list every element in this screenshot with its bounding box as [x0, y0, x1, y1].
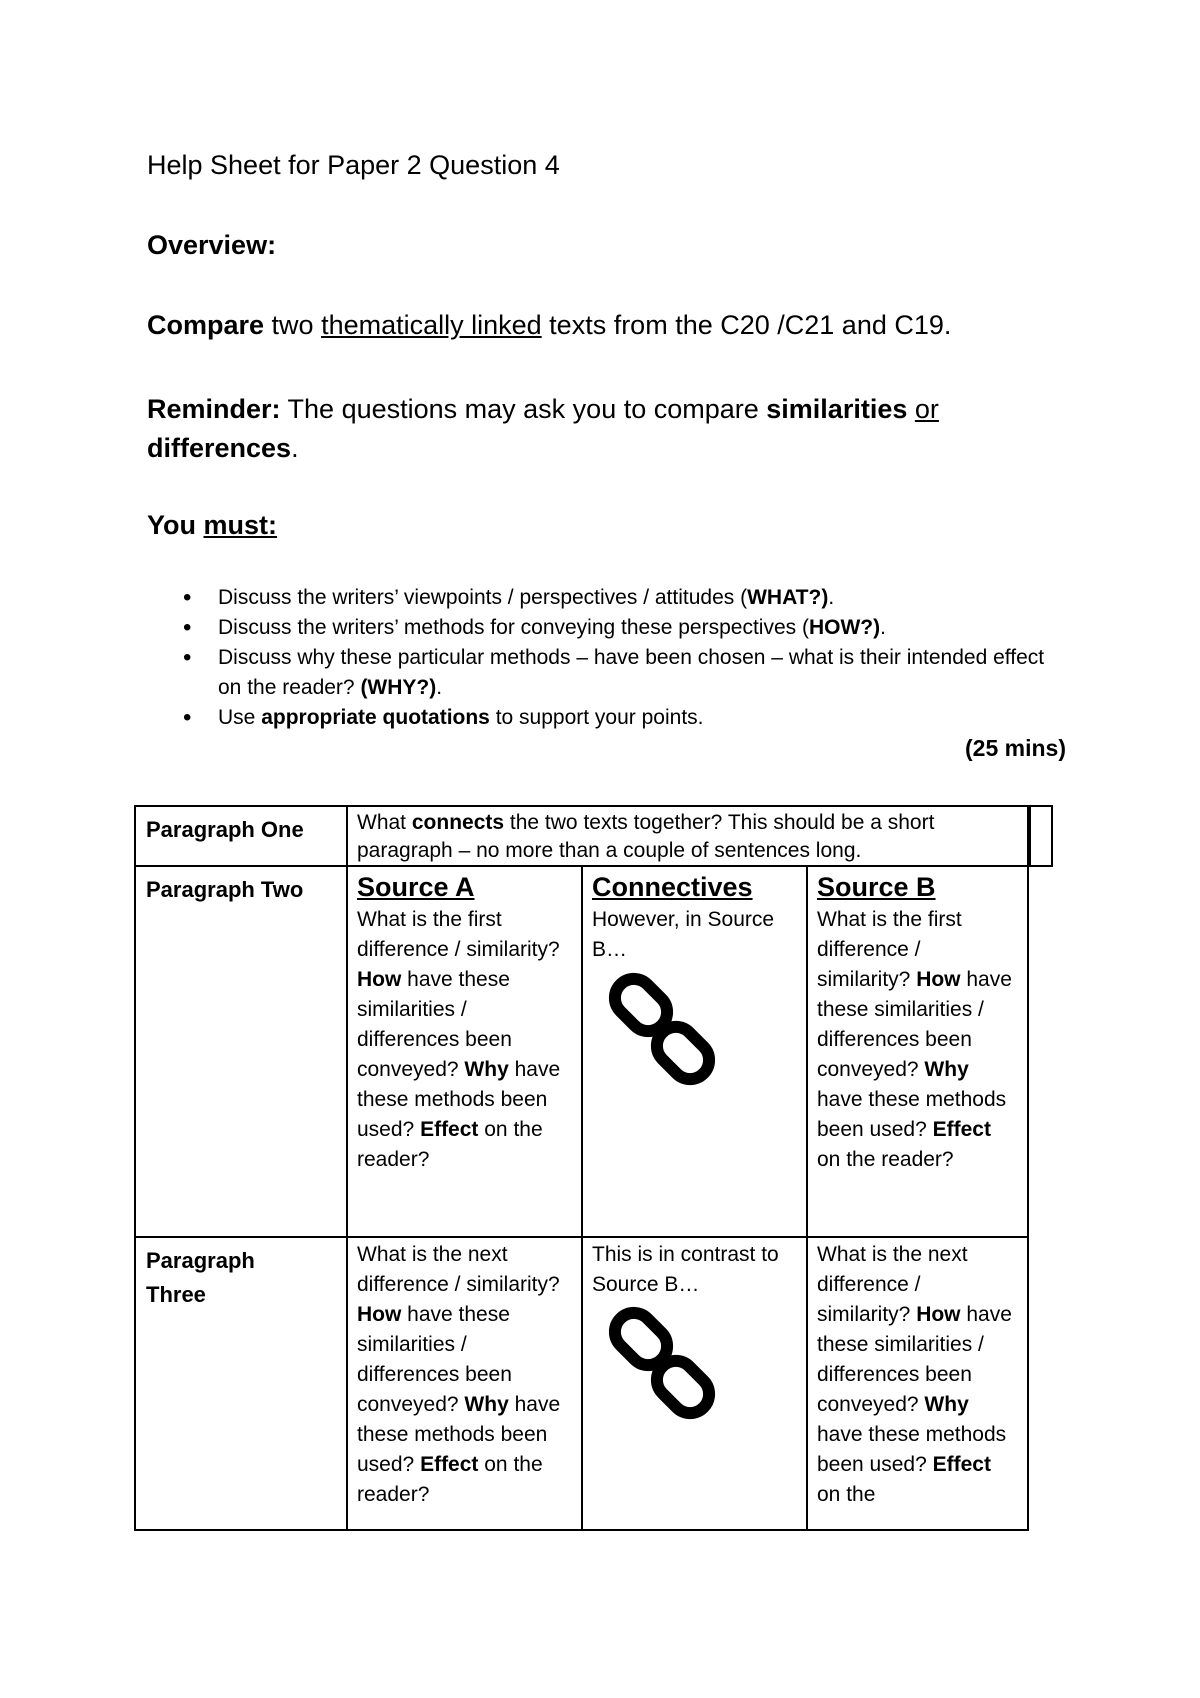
row-two-a-why: Why — [464, 1058, 509, 1081]
connectives-cell — [582, 867, 806, 967]
row-three-a-p1: What is the next difference / similarity? — [357, 1243, 560, 1296]
row-three-source-b-cell — [807, 1238, 1029, 1512]
list-item — [147, 703, 1067, 733]
paragraph-plan-table — [134, 805, 1029, 1531]
reminder-line — [147, 390, 1047, 468]
list-item — [147, 583, 1067, 613]
reminder-differences: differences — [147, 433, 292, 463]
row-two-a-effect: Effect — [420, 1118, 479, 1141]
bullet-2-bold: HOW?) — [808, 616, 881, 639]
row-two-b-p3: have these methods been used? — [817, 1088, 1007, 1141]
overview-heading: Overview: — [147, 230, 277, 260]
source-a-cell — [347, 867, 581, 1177]
row-three-a-effect: Effect — [420, 1453, 479, 1476]
source-a-header: Source A — [357, 872, 475, 902]
row-three-b-how: How — [916, 1303, 961, 1326]
bullet-3-bold: (WHY?) — [360, 676, 437, 699]
row-three-connective: This is in contrast to Source B… — [592, 1243, 779, 1296]
list-item — [147, 613, 1067, 643]
bullet-1-text: Discuss the writers’ viewpoints / perspectives / attitudes ( — [218, 586, 748, 609]
time-allowance: (25 mins) — [965, 735, 1066, 761]
bullet-4-pre: Use — [218, 706, 262, 729]
compare-post: texts from the C20 /C21 and C19. — [541, 310, 952, 340]
row-two-a-p2: have these similarities / differences been conveyed? — [357, 968, 512, 1081]
reminder-end: . — [291, 433, 299, 463]
divider — [1029, 805, 1053, 807]
divider — [1051, 805, 1053, 867]
row-three-a-p3: have these methods been used? — [357, 1393, 561, 1476]
row-one-pre: What — [357, 811, 412, 834]
row-one-prompt — [347, 807, 1029, 867]
bullet-3-end: . — [436, 676, 443, 699]
row-two-b-effect: Effect — [932, 1118, 991, 1141]
row-one-post: the two texts together? This should be a short paragraph – no more than a couple of sentences long. — [357, 811, 935, 862]
connectives-header: Connectives — [592, 872, 753, 902]
source-b-header: Source B — [817, 872, 936, 902]
bullet-3-text: Discuss why these particular methods – have been chosen – what is their intended effect on the reader? — [218, 646, 1045, 699]
row-two-a-p1: What is the first difference / similarity? — [357, 908, 560, 961]
bullet-1-end: . — [828, 586, 835, 609]
row-three-a-how: How — [357, 1303, 402, 1326]
row-two-b-why: Why — [924, 1058, 969, 1081]
you-must-heading — [147, 510, 277, 541]
row-two-b-p2: have these similarities / differences been conveyed? — [817, 968, 1012, 1081]
row-three-b-p3: have these methods been used? — [817, 1423, 1007, 1476]
source-b-cell — [807, 867, 1029, 1177]
row-two-a-p3: have these methods been used? — [357, 1058, 561, 1141]
row-three-b-why: Why — [924, 1393, 969, 1416]
reminder-similarities: similarities — [766, 394, 908, 424]
row-three-a-p2: have these similarities / differences been conveyed? — [357, 1303, 512, 1416]
you-must-you: You — [147, 510, 204, 540]
row-label-paragraph-three: Paragraph Three — [146, 1248, 255, 1307]
row-three-b-p1: What is the next difference / similarity? — [817, 1243, 968, 1326]
row-three-b-p4: on the — [817, 1483, 876, 1506]
row-two-a-p4: on the reader? — [357, 1118, 543, 1171]
requirements-list — [147, 583, 1067, 733]
chain-link-icon — [598, 970, 730, 1100]
bullet-1-bold: WHAT?) — [747, 586, 829, 609]
bullet-4-post: to support your points. — [489, 706, 704, 729]
compare-line — [147, 310, 951, 341]
page-title: Help Sheet for Paper 2 Question 4 — [147, 150, 560, 180]
row-three-b-effect: Effect — [932, 1453, 991, 1476]
reminder-or: or — [914, 394, 939, 424]
row-two-b-p4: on the reader? — [817, 1148, 954, 1171]
bullet-2-text: Discuss the writers’ methods for conveying these perspectives ( — [218, 616, 809, 639]
row-three-source-a-cell — [347, 1238, 581, 1512]
list-item — [147, 643, 1067, 703]
row-label-paragraph-two: Paragraph Two — [146, 877, 304, 902]
divider — [1029, 807, 1031, 866]
row-three-a-p4: on the reader? — [357, 1453, 543, 1506]
row-two-a-how: How — [357, 968, 402, 991]
bullet-2-end: . — [880, 616, 886, 639]
compare-underlined: thematically linked — [321, 310, 542, 340]
reminder-text: The questions may ask you to compare — [280, 394, 767, 424]
row-one-bold: connects — [411, 811, 505, 834]
chain-link-icon — [598, 1304, 730, 1434]
reminder-label: Reminder: — [147, 394, 281, 424]
compare-pre: two — [264, 310, 322, 340]
row-two-b-p1: What is the first difference / similarity? — [817, 908, 962, 991]
row-three-b-p2: have these similarities / differences been conveyed? — [817, 1303, 1012, 1416]
row-two-connective: However, in Source B… — [592, 908, 775, 961]
reminder-space — [907, 394, 915, 424]
row-three-connective-cell — [582, 1238, 806, 1302]
you-must-must: must: — [203, 510, 277, 540]
bullet-4-bold: appropriate quotations — [261, 706, 490, 729]
compare-bold: Compare — [147, 310, 265, 340]
row-three-a-why: Why — [464, 1393, 509, 1416]
row-two-b-how: How — [916, 968, 961, 991]
row-label-paragraph-one: Paragraph One — [146, 817, 304, 842]
